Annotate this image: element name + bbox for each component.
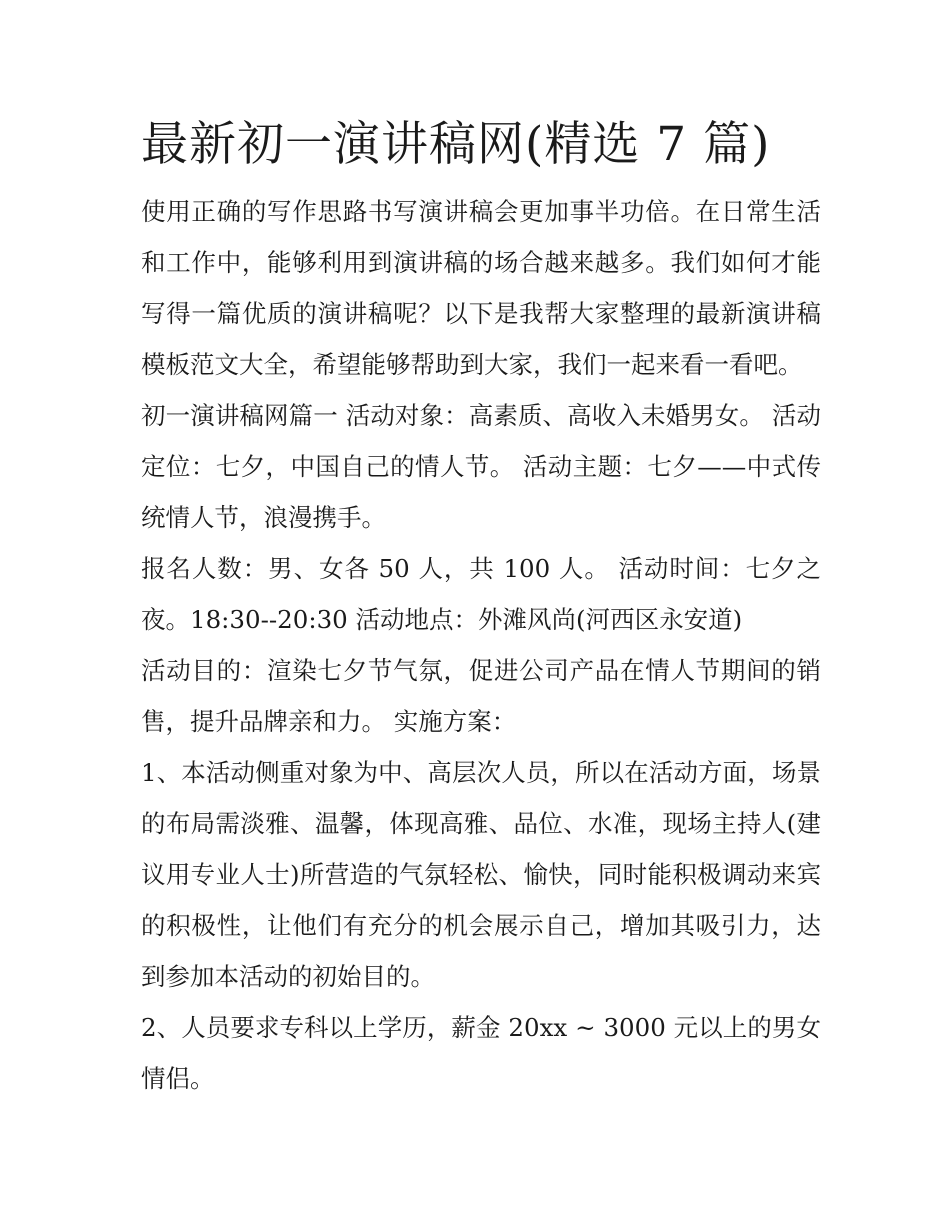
paragraph-plan-item-2: 2、人员要求专科以上学历，薪金 20xx ~ 3000 元以上的男女情侣。: [141, 1013, 821, 1093]
paragraph-registration: 报名人数：男、女各 50 人，共 100 人。 活动时间：七夕之夜。18:30--20:30 活动地点：外滩风尚(河西区永安道): [141, 554, 821, 634]
document-title: 最新初一演讲稿网(精选 7 篇): [141, 117, 771, 172]
paragraph-plan-item-1: 1、本活动侧重对象为中、高层次人员，所以在活动方面，场景的布局需淡雅、温馨，体现高雅、品位、水准，现场主持人(建议用专业人士)所营造的气氛轻松、愉快，同时能积极调动来宾的积极性，让他们有充分的机会展示自己，增加其吸引力，达到参加本活动的初始目的。: [141, 758, 821, 991]
paragraph-purpose: 活动目的：渲染七夕节气氛，促进公司产品在情人节期间的销售，提升品牌亲和力。 实施方案：: [141, 656, 821, 736]
paragraph-activity-target: 初一演讲稿网篇一 活动对象：高素质、高收入未婚男女。 活动定位：七夕，中国自己的情人节。 活动主题：七夕——中式传统情人节，浪漫携手。: [141, 401, 821, 532]
document-page: [141, 112, 821, 1104]
paragraph-intro: 使用正确的写作思路书写演讲稿会更加事半功倍。在日常生活和工作中，能够利用到演讲稿的场合越来越多。我们如何才能写得一篇优质的演讲稿呢？以下是我帮大家整理的最新演讲稿模板范文大全，希望能够帮助到大家，我们一起来看一看吧。: [141, 197, 821, 379]
